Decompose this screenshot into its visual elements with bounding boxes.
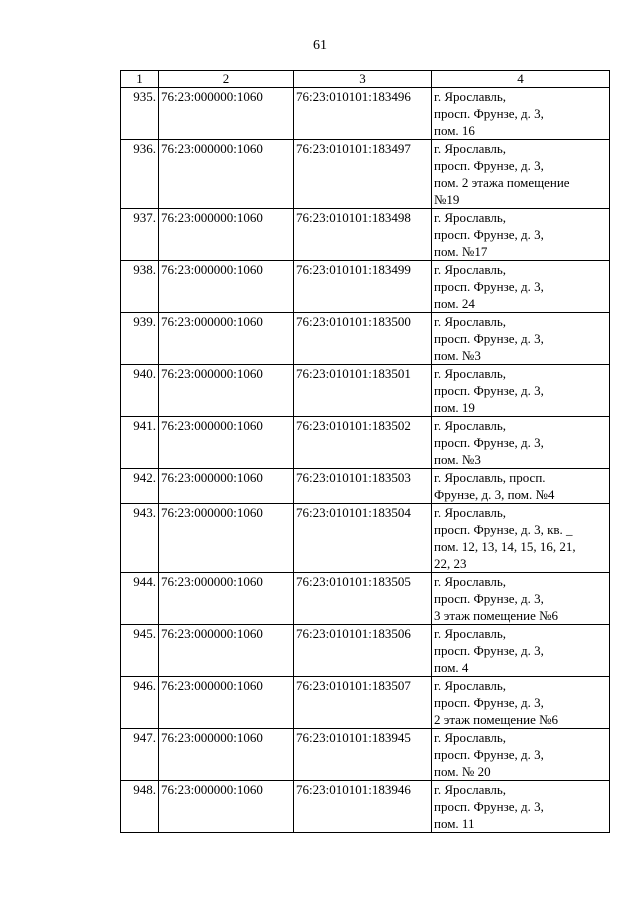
address-line: 22, 23	[434, 556, 467, 571]
cadastral-number-parent: 76:23:000000:1060	[159, 781, 294, 833]
address-line: просп. Фрунзе, д. 3,	[434, 747, 544, 762]
address-cell	[432, 261, 610, 313]
cadastral-number-parent: 76:23:000000:1060	[159, 313, 294, 365]
row-number: 946.	[121, 677, 159, 729]
table-row	[121, 88, 610, 140]
table-body	[121, 88, 610, 833]
address-line: г. Ярославль,	[434, 678, 507, 693]
table-row	[121, 677, 610, 729]
row-number: 943.	[121, 504, 159, 573]
row-number: 941.	[121, 417, 159, 469]
cadastral-number: 76:23:010101:183496	[294, 88, 432, 140]
row-number: 948.	[121, 781, 159, 833]
address-line: просп. Фрунзе, д. 3,	[434, 279, 544, 294]
address-line: г. Ярославль,	[434, 574, 507, 589]
address-line: пом. №3	[434, 348, 481, 363]
address-line: пом. 2 этажа помещение	[434, 175, 570, 190]
row-number: 935.	[121, 88, 159, 140]
cadastral-number-parent: 76:23:000000:1060	[159, 729, 294, 781]
column-header: 4	[432, 71, 610, 88]
address-cell	[432, 88, 610, 140]
address-line: г. Ярославль,	[434, 418, 507, 433]
cadastral-number: 76:23:010101:183497	[294, 140, 432, 209]
cadastral-number-parent: 76:23:000000:1060	[159, 209, 294, 261]
row-number: 938.	[121, 261, 159, 313]
row-number: 937.	[121, 209, 159, 261]
address-line: просп. Фрунзе, д. 3,	[434, 591, 544, 606]
address-line: 3 этаж помещение №6	[434, 608, 558, 623]
address-cell	[432, 573, 610, 625]
address-cell	[432, 781, 610, 833]
row-number: 944.	[121, 573, 159, 625]
cadastral-number: 76:23:010101:183500	[294, 313, 432, 365]
address-line: просп. Фрунзе, д. 3, кв. _	[434, 522, 573, 537]
cadastral-number-parent: 76:23:000000:1060	[159, 504, 294, 573]
table-row	[121, 469, 610, 504]
table-header-row	[121, 71, 610, 88]
row-number: 940.	[121, 365, 159, 417]
address-line: просп. Фрунзе, д. 3,	[434, 331, 544, 346]
address-line: г. Ярославль,	[434, 782, 507, 797]
cadastral-number: 76:23:010101:183504	[294, 504, 432, 573]
column-header: 2	[159, 71, 294, 88]
cadastral-number: 76:23:010101:183498	[294, 209, 432, 261]
row-number: 945.	[121, 625, 159, 677]
address-cell	[432, 469, 610, 504]
address-line: 2 этаж помещение №6	[434, 712, 558, 727]
address-cell	[432, 625, 610, 677]
cadastral-number-parent: 76:23:000000:1060	[159, 625, 294, 677]
cadastral-number-parent: 76:23:000000:1060	[159, 261, 294, 313]
table-row	[121, 781, 610, 833]
table-row	[121, 365, 610, 417]
table-row	[121, 313, 610, 365]
address-line: просп. Фрунзе, д. 3,	[434, 106, 544, 121]
cadastral-number: 76:23:010101:183505	[294, 573, 432, 625]
cadastral-number-parent: 76:23:000000:1060	[159, 469, 294, 504]
address-line: Фрунзе, д. 3, пом. №4	[434, 487, 555, 502]
address-cell	[432, 677, 610, 729]
address-line: г. Ярославль,	[434, 89, 507, 104]
address-line: г. Ярославль,	[434, 730, 507, 745]
page-number: 61	[313, 38, 327, 53]
address-cell	[432, 417, 610, 469]
cadastral-number-parent: 76:23:000000:1060	[159, 417, 294, 469]
cadastral-number: 76:23:010101:183499	[294, 261, 432, 313]
table-row	[121, 729, 610, 781]
address-line: пом. №17	[434, 244, 488, 259]
column-header: 1	[121, 71, 159, 88]
address-line: просп. Фрунзе, д. 3,	[434, 158, 544, 173]
address-line: пом. 19	[434, 400, 475, 415]
cadastral-number: 76:23:010101:183501	[294, 365, 432, 417]
table-row	[121, 209, 610, 261]
address-cell	[432, 140, 610, 209]
cadastral-number-parent: 76:23:000000:1060	[159, 573, 294, 625]
row-number: 942.	[121, 469, 159, 504]
cadastral-number: 76:23:010101:183945	[294, 729, 432, 781]
address-line: г. Ярославль,	[434, 210, 507, 225]
registry-table	[120, 70, 610, 833]
address-line: просп. Фрунзе, д. 3,	[434, 227, 544, 242]
address-line: пом. 16	[434, 123, 475, 138]
cadastral-number-parent: 76:23:000000:1060	[159, 677, 294, 729]
column-header: 3	[294, 71, 432, 88]
address-cell	[432, 729, 610, 781]
address-line: №19	[434, 192, 460, 207]
cadastral-number-parent: 76:23:000000:1060	[159, 88, 294, 140]
address-line: г. Ярославль,	[434, 626, 507, 641]
cadastral-number: 76:23:010101:183503	[294, 469, 432, 504]
address-line: пом. 4	[434, 660, 469, 675]
address-line: просп. Фрунзе, д. 3,	[434, 643, 544, 658]
address-line: просп. Фрунзе, д. 3,	[434, 799, 544, 814]
address-cell	[432, 365, 610, 417]
address-line: г. Ярославль,	[434, 505, 507, 520]
address-cell	[432, 313, 610, 365]
cadastral-number-parent: 76:23:000000:1060	[159, 140, 294, 209]
table-row	[121, 625, 610, 677]
table-row	[121, 417, 610, 469]
address-line: г. Ярославль,	[434, 262, 507, 277]
cadastral-number-parent: 76:23:000000:1060	[159, 365, 294, 417]
cadastral-number: 76:23:010101:183507	[294, 677, 432, 729]
cadastral-number: 76:23:010101:183946	[294, 781, 432, 833]
row-number: 947.	[121, 729, 159, 781]
table-row	[121, 140, 610, 209]
table-row	[121, 504, 610, 573]
row-number: 936.	[121, 140, 159, 209]
address-line: пом. 24	[434, 296, 475, 311]
address-line: пом. 11	[434, 816, 475, 831]
address-line: г. Ярославль,	[434, 141, 507, 156]
address-line: просп. Фрунзе, д. 3,	[434, 383, 544, 398]
address-cell	[432, 504, 610, 573]
cadastral-number: 76:23:010101:183502	[294, 417, 432, 469]
address-line: пом. 12, 13, 14, 15, 16, 21,	[434, 539, 576, 554]
address-line: пом. № 20	[434, 764, 491, 779]
address-line: пом. №3	[434, 452, 481, 467]
address-line: просп. Фрунзе, д. 3,	[434, 435, 544, 450]
table-row	[121, 573, 610, 625]
address-line: г. Ярославль,	[434, 314, 507, 329]
address-cell	[432, 209, 610, 261]
address-line: г. Ярославль,	[434, 366, 507, 381]
address-line: просп. Фрунзе, д. 3,	[434, 695, 544, 710]
cadastral-number: 76:23:010101:183506	[294, 625, 432, 677]
row-number: 939.	[121, 313, 159, 365]
table-row	[121, 261, 610, 313]
address-line: г. Ярославль, просп.	[434, 470, 546, 485]
